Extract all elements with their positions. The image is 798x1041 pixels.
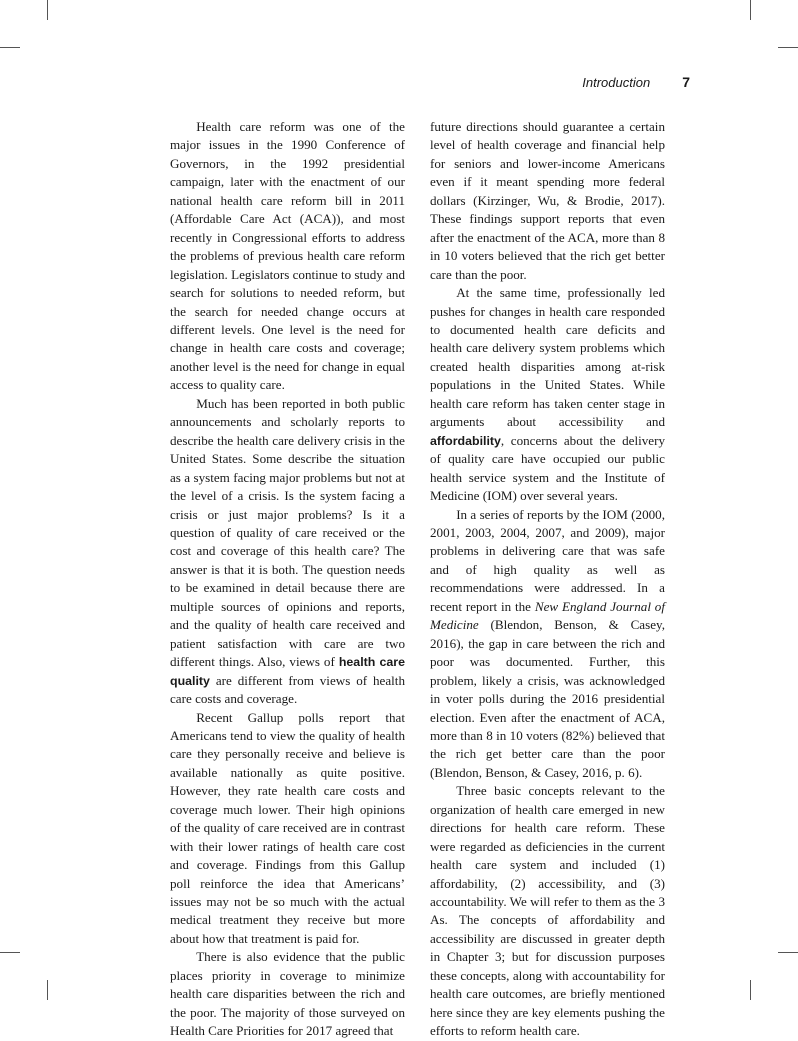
crop-mark-right-bottom (778, 952, 798, 953)
paragraph-text: Much has been reported in both public announcements and scholarly reports to describe the health care delivery crisis in the United States. Some describe the situation as a system facing major problems but not at the level of a crisis. Is the system facing a crisis or just major problems? Is it a question of quality of care received or the cost and coverage of this health care? The answer is that it is both. The question needs to be examined in detail because there are multiple sources of opinions and reports, and the quality of health care received and patient satisfaction with care are two different things. Also, views of (170, 395, 405, 670)
paragraph-gallup-polls: Recent Gallup polls report that Americans tend to view the quality of health care they personally receive and believe is available nationally as quite positive. However, they rate health care costs and coverage much lower. Their high opinions of the quality of care received are in contrast with their lower ratings of health care cost and coverage. Findings from this Gallup poll reinforce the idea that Americans’ issues may not be so much with the actual medical treatment they receive but more about how that treatment is paid for. (170, 709, 405, 946)
running-head-section: Introduction (582, 75, 651, 90)
paragraph-reform-history: Health care reform was one of the major issues in the 1990 Conference of Governors, in the 1992 presidential campaign, later with the enactment of our national health care reform bill in 2011 (Affordable Care Act (ACA)), and most recently in Congressional efforts to address the problems of previous health care reform legislation. Legislators continue to study and search for solutions to needed reform, but the search for needed change occurs at different levels. One level is the need for change in health care costs and coverage; another level is the need for change in equal access to quality care. (170, 119, 405, 393)
crop-mark-left-bottom (0, 952, 20, 953)
crop-mark-bottom-right (750, 980, 751, 1000)
page-number: 7 (682, 74, 690, 90)
paragraph-public-priority: There is also evidence that the public places priority in coverage to minimize health care disparities between the rich and the poor. The majority of those surveyed on Health Care Priorities for 2017 agreed that (170, 949, 405, 1039)
crop-mark-bottom-left (47, 980, 48, 1000)
paragraph-delivery-crisis (170, 395, 405, 709)
keyword-affordability: affordability (430, 433, 501, 448)
crop-mark-left-top (0, 47, 20, 48)
paragraph-three-concepts: Three basic concepts relevant to the organization of health care emerged in new directions for health care reform. These were regarded as deficiencies in the current health care system and included (1) affordability, (2) accessibility, and (3) accountability. We will refer to them as the 3 As. The concepts of affordability and accessibility are discussed in greater depth in Chapter 3; but for discussion purposes these concepts, along with accountability for health care outcomes, are briefly mentioned here since they are key elements pushing the efforts to reform health care. (430, 783, 665, 1039)
crop-mark-top-right (750, 0, 751, 20)
journal-title: New England Journal of Medicine (430, 598, 665, 633)
right-column (430, 118, 665, 1041)
crop-mark-right-top (778, 47, 798, 48)
running-head (560, 74, 690, 92)
paragraph-text: At the same time, professionally led pushes for changes in health care responded to documented health care deficits and health care delivery system problems which created health disparities among at-risk populations in the United States. While health care reform has taken center stage in arguments about accessibility and (430, 285, 665, 430)
paragraph-public-priority-continued: future directions should guarantee a certain level of health coverage and financial help for seniors and lower-income Americans even if it meant spending more federal dollars (Kirzinger, Wu, & Brodie, 2017). These findings support reports that even after the enactment of the ACA, more than 8 in 10 voters believed that the rich get better care than the poor. (430, 119, 665, 282)
paragraph-text: are different from views of health care costs and coverage. (170, 672, 405, 707)
paragraph-text: (Blendon, Benson, & Casey, 2016), the gap in care between the rich and poor was documented. Further, this problem, likely a crisis, was acknowledged in voter polls during the 2016 presidential election. Even after the enactment of ACA, more than 8 in 10 voters (82%) believed that the rich get better care than the poor (Blendon, Benson, & Casey, 2016, p. 6). (430, 617, 665, 780)
crop-mark-top-left (47, 0, 48, 20)
keyword-health-care-quality: health care quality (170, 655, 405, 688)
paragraph-text: In a series of reports by the IOM (2000, 2001, 2003, 2004, 2007, and 2009), major problems in delivering care that was safe and of high quality as well as recommendations were addressed. In a recent report in the (430, 506, 665, 614)
paragraph-iom-reports (430, 506, 665, 783)
left-column (170, 118, 405, 1041)
paragraph-text: , concerns about the delivery of quality care have occupied our public health service system and the Institute of Medicine (IOM) over several years. (430, 432, 665, 504)
paragraph-professional-pushes (430, 284, 665, 505)
